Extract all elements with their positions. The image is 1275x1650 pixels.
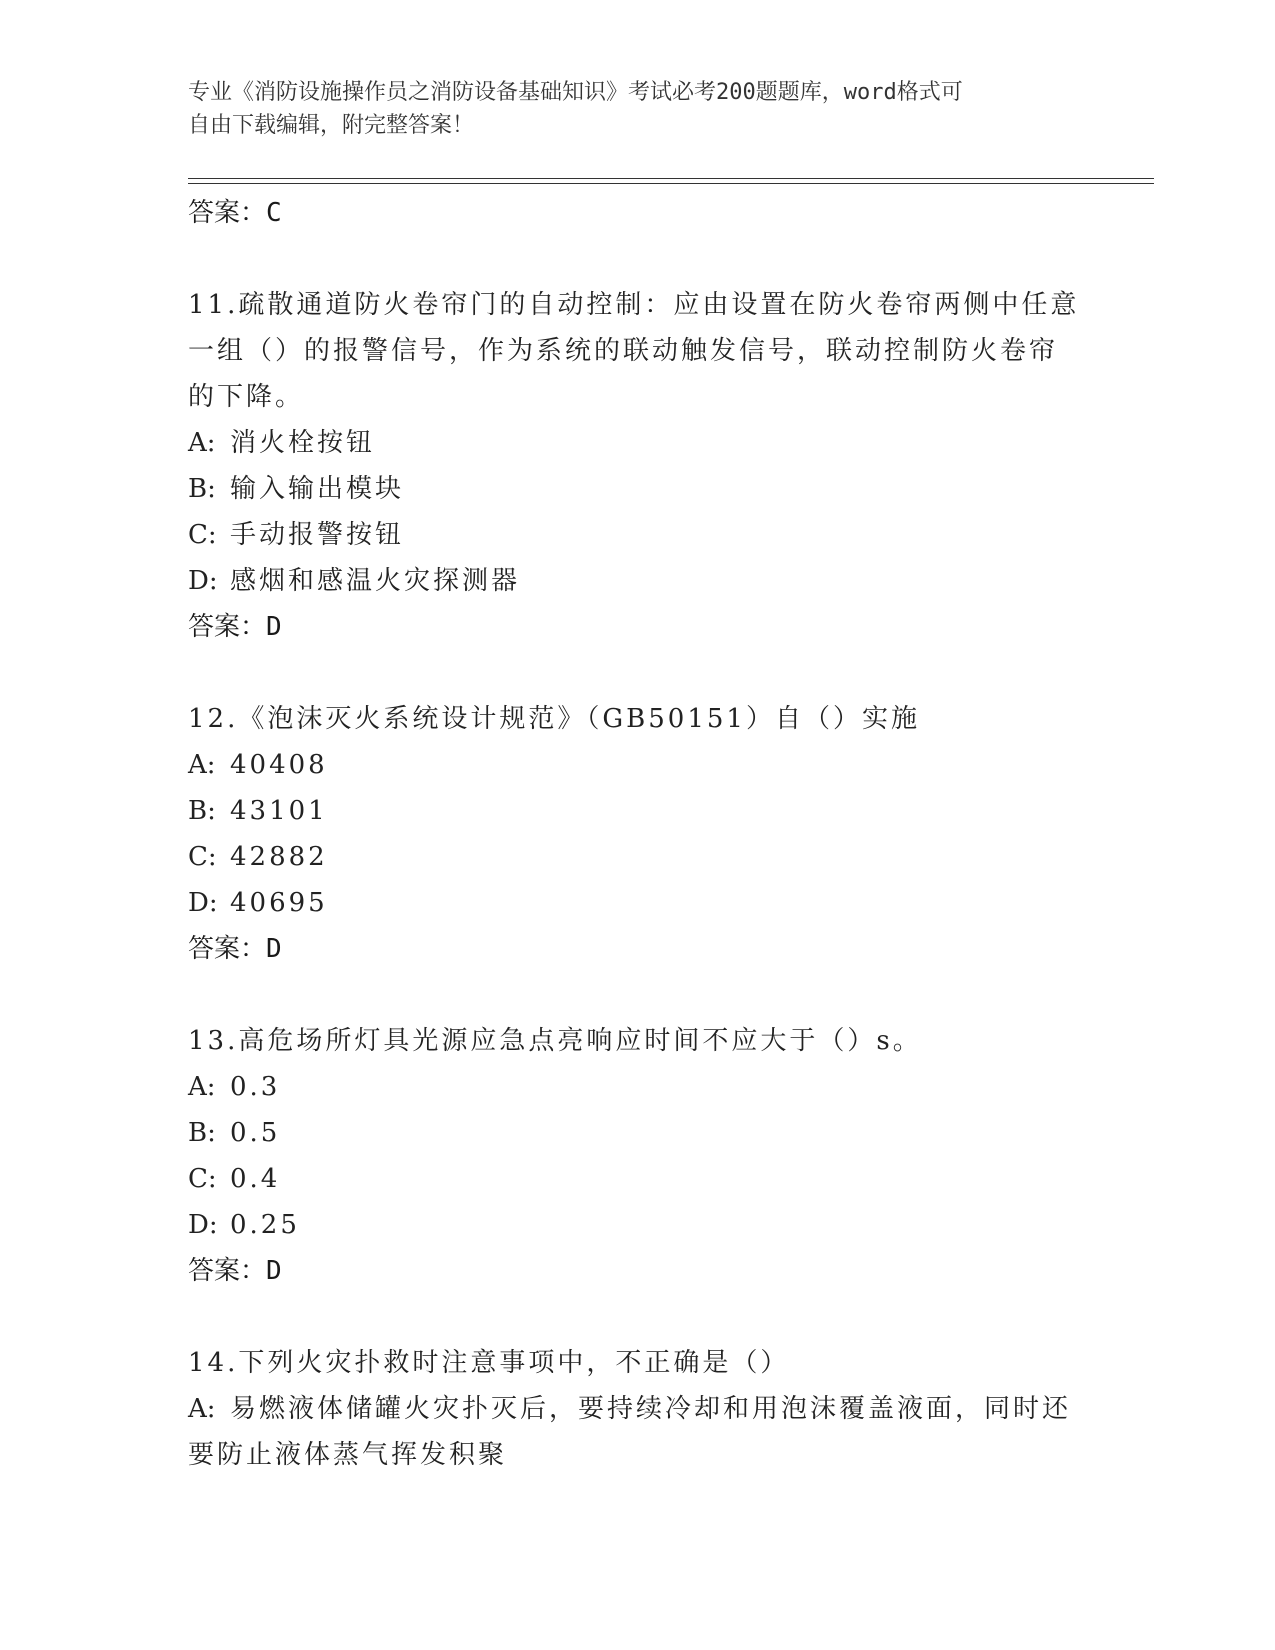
option-key: A:: [188, 1072, 216, 1102]
header-divider-top: [188, 178, 1154, 179]
header-divider-bottom: [188, 183, 1154, 184]
question-stem-line: 一组（）的报警信号，作为系统的联动触发信号，联动控制防火卷帘: [188, 336, 1059, 366]
option-key: C:: [188, 520, 217, 550]
option-b: [188, 788, 1088, 834]
option-text: 手动报警按钮: [230, 520, 405, 550]
question-stem-line: 下列火灾扑救时注意事项中，不正确是（）: [238, 1348, 790, 1378]
option-key: C:: [188, 1164, 217, 1194]
answer-value: D: [266, 934, 282, 964]
option-text: 消火栓按钮: [230, 428, 376, 458]
option-c: [188, 1156, 1088, 1202]
option-key: D:: [188, 888, 218, 918]
option-text: 易燃液体储罐火灾扑灭后，要持续冷却和用泡沫覆盖液面，同时还: [230, 1394, 1072, 1424]
option-text: 0.4: [230, 1164, 281, 1194]
question-stem-line: 的下降。: [188, 382, 305, 412]
option-key: D:: [188, 566, 218, 596]
question-stem: [188, 696, 1088, 742]
option-a: [188, 742, 1088, 788]
option-a-continued: 要防止液体蒸气挥发积聚: [188, 1440, 508, 1470]
question-list: [188, 190, 1088, 1478]
option-a: [188, 1064, 1088, 1110]
answer-line: [188, 926, 1088, 972]
option-c: [188, 834, 1088, 880]
answer-prefix: 答案：: [188, 612, 267, 642]
answer-value: D: [266, 612, 282, 642]
option-b: [188, 466, 1088, 512]
option-a: [188, 1386, 1088, 1432]
option-text: 40695: [230, 888, 328, 918]
answer-prefix: 答案：: [188, 198, 267, 228]
question-block-14: [188, 1340, 1088, 1478]
option-d: [188, 558, 1088, 604]
option-text: 感烟和感温火灾探测器: [230, 566, 521, 596]
option-key: B:: [188, 796, 216, 826]
option-text: 0.3: [230, 1072, 281, 1102]
question-number: 13.: [188, 1026, 239, 1056]
option-key: A:: [188, 750, 216, 780]
answer-value: C: [266, 198, 282, 228]
option-text: 42882: [230, 842, 328, 872]
question-stem: [188, 282, 1088, 328]
option-key: D:: [188, 1210, 218, 1240]
answer-line: [188, 1248, 1088, 1294]
option-key: C:: [188, 842, 217, 872]
question-block-13: [188, 1018, 1088, 1294]
option-text: 输入输出模块: [230, 474, 405, 504]
option-a: [188, 420, 1088, 466]
option-text: 0.5: [230, 1118, 281, 1148]
question-number: 11.: [188, 290, 239, 320]
answer-prefix: 答案：: [188, 1256, 267, 1286]
header-line-2: 自由下载编辑，附完整答案！: [188, 113, 475, 138]
header-line-1: 专业《消防设施操作员之消防设备基础知识》考试必考200题题库，word格式可: [188, 80, 963, 105]
question-stem-line: 疏散通道防火卷帘门的自动控制：应由设置在防火卷帘两侧中任意: [238, 290, 1080, 320]
question-stem-line: 高危场所灯具光源应急点亮响应时间不应大于（）s。: [238, 1026, 922, 1056]
question-number: 14.: [188, 1348, 239, 1378]
option-text: 43101: [230, 796, 328, 826]
question-stem-line: 《泡沫灭火系统设计规范》（GB50151）自（）实施: [238, 704, 920, 734]
option-key: A:: [188, 1394, 216, 1424]
option-d: [188, 880, 1088, 926]
answer-line: [188, 604, 1088, 650]
option-text: 40408: [230, 750, 328, 780]
option-key: B:: [188, 474, 216, 504]
answer-value: D: [266, 1256, 282, 1286]
answer-prefix: 答案：: [188, 934, 267, 964]
question-number: 12.: [188, 704, 239, 734]
option-key: A:: [188, 428, 216, 458]
option-d: [188, 1202, 1088, 1248]
question-stem: [188, 1340, 1088, 1386]
question-block-11: [188, 282, 1088, 650]
question-block-12: [188, 696, 1088, 972]
document-header: [188, 76, 1088, 142]
answer-line: [188, 190, 1088, 236]
question-stem: [188, 1018, 1088, 1064]
option-c: [188, 512, 1088, 558]
option-key: B:: [188, 1118, 216, 1148]
option-text: 0.25: [230, 1210, 300, 1240]
option-b: [188, 1110, 1088, 1156]
